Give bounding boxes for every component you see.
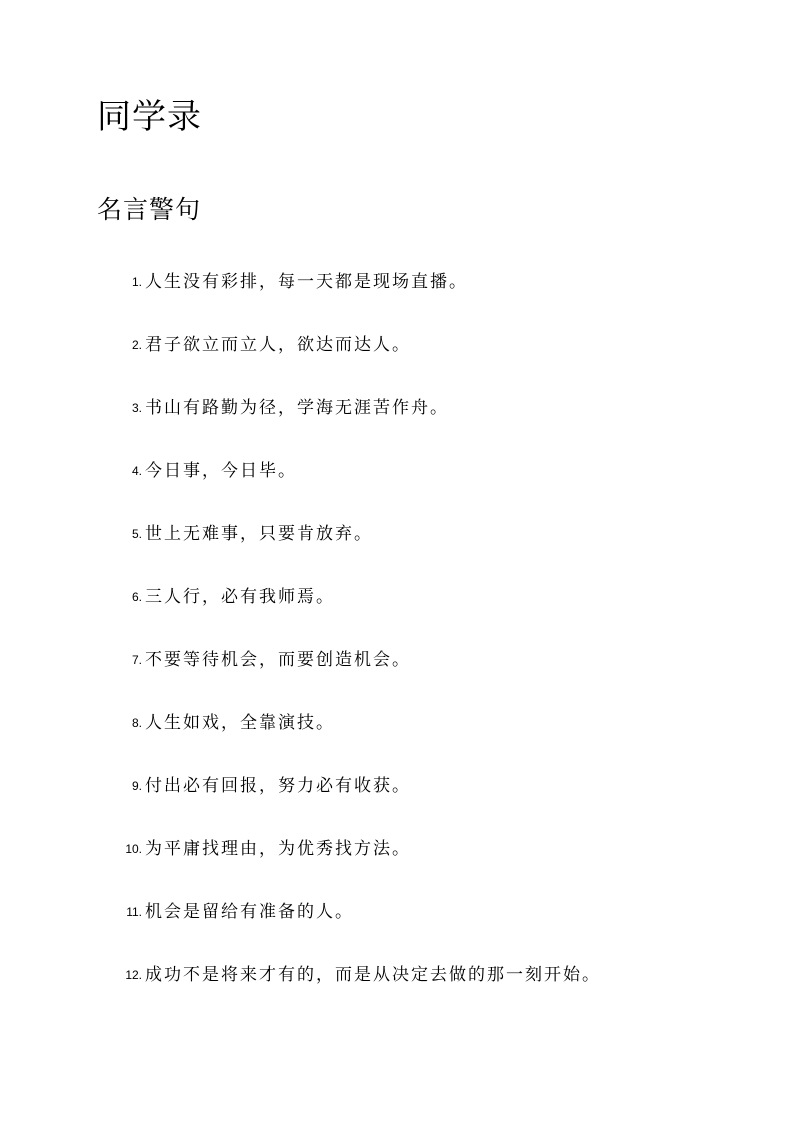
quote-list bbox=[0, 262, 800, 1018]
list-item-number: 12. bbox=[125, 968, 142, 982]
list-item bbox=[0, 451, 800, 514]
list-item bbox=[0, 577, 800, 640]
list-item-text: 君子欲立而立人，欲达而达人。 bbox=[145, 335, 411, 355]
list-item-text: 书山有路勤为径，学海无涯苦作舟。 bbox=[145, 398, 449, 418]
list-item-text: 付出必有回报，努力必有收获。 bbox=[145, 776, 411, 796]
list-item-text: 三人行，必有我师焉。 bbox=[145, 587, 335, 607]
list-item-number: 4. bbox=[131, 464, 142, 478]
list-item-number: 6. bbox=[131, 590, 142, 604]
list-item-number: 3. bbox=[131, 401, 142, 415]
list-item-text: 人生如戏，全靠演技。 bbox=[145, 713, 335, 733]
list-item-number: 11. bbox=[126, 905, 142, 919]
list-item-text: 机会是留给有准备的人。 bbox=[145, 902, 354, 922]
list-item-number: 8. bbox=[131, 716, 142, 730]
list-item bbox=[0, 766, 800, 829]
list-item-number: 2. bbox=[131, 338, 142, 352]
list-item bbox=[0, 325, 800, 388]
section-title-quotes: 名言警句 bbox=[97, 195, 202, 224]
list-item bbox=[0, 703, 800, 766]
list-item bbox=[0, 514, 800, 577]
document-title: 同学录 bbox=[97, 97, 202, 137]
list-item-text: 不要等待机会，而要创造机会。 bbox=[145, 650, 411, 670]
list-item-number: 10. bbox=[125, 842, 142, 856]
list-item-text: 人生没有彩排，每一天都是现场直播。 bbox=[145, 272, 468, 292]
list-item-text: 成功不是将来才有的，而是从决定去做的那一刻开始。 bbox=[145, 965, 601, 985]
list-item-text: 今日事，今日毕。 bbox=[145, 461, 297, 481]
list-item bbox=[0, 892, 800, 955]
list-item-number: 1. bbox=[131, 275, 142, 289]
list-item-number: 7. bbox=[131, 653, 142, 667]
list-item bbox=[0, 388, 800, 451]
list-item bbox=[0, 262, 800, 325]
list-item-text: 为平庸找理由，为优秀找方法。 bbox=[145, 839, 411, 859]
list-item-text: 世上无难事，只要肯放弃。 bbox=[145, 524, 373, 544]
list-item bbox=[0, 955, 800, 1018]
list-item-number: 5. bbox=[131, 527, 142, 541]
list-item bbox=[0, 829, 800, 892]
list-item-number: 9. bbox=[131, 779, 142, 793]
list-item bbox=[0, 640, 800, 703]
